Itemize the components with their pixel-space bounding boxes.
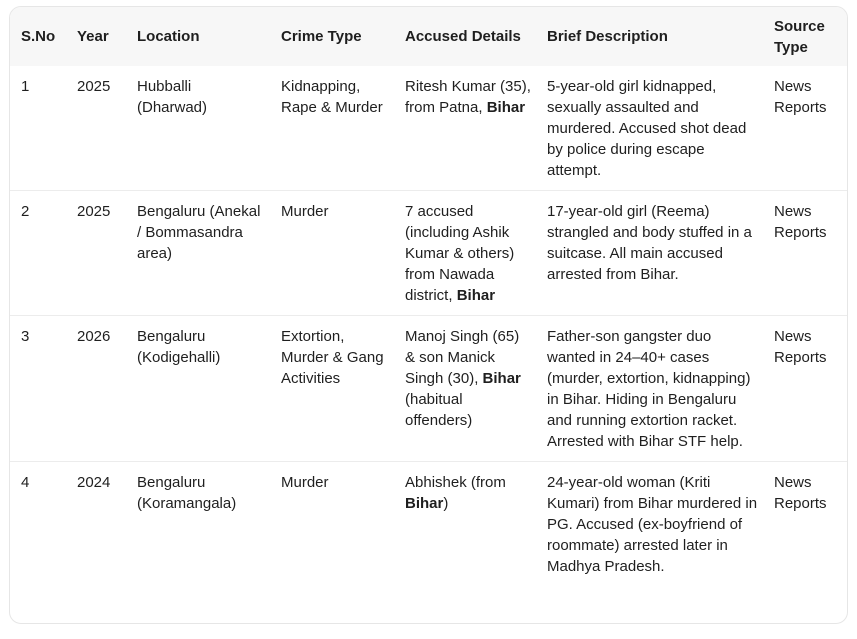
cell-crime-type: Kidnapping, Rape & Murder [271,66,395,191]
crime-table [10,7,847,586]
table-row [10,462,847,587]
header-source-type: Source Type [774,17,825,56]
cell-brief-description: 5-year-old girl kidnapped, sexually assaulted and murdered. Accused shot dead by police during escape attempt. [537,66,764,191]
header-row [10,7,847,66]
table-header [10,7,847,66]
cell-source-type: News Reports [774,474,827,512]
cell-sno: 1 [10,66,67,191]
cell-crime-type: Murder [281,474,329,491]
cell-source-type: News Reports [764,191,847,316]
cell-year: 2025 [67,191,127,316]
cell-brief-description: 17-year-old girl (Reema) strangled and body stuffed in a suitcase. All main accused arrested from Bihar. [537,191,764,316]
cell-sno: 4 [21,474,30,491]
cell-year: 2025 [67,66,127,191]
cell-location: Bengaluru (Koramangala) [137,474,237,512]
cell-location: Bengaluru (Anekal / Bommasandra area) [127,191,271,316]
cell-source-type: News Reports [764,66,847,191]
header-location: Location [137,28,200,45]
cell-year: 2026 [67,316,127,462]
cell-sno: 2 [10,191,67,316]
accused-state: Bihar [456,287,496,304]
accused-text-suffix: (habitual offenders) [405,391,473,429]
accused-state: Bihar [482,370,521,387]
header-crime-type: Crime Type [281,28,362,45]
cell-brief-description: 24-year-old woman (Kriti Kumari) from Bihar murdered in PG. Accused (ex-boyfriend of roommate) arrested later in Madhya Pradesh. [547,474,758,575]
accused-state: Bihar [405,495,444,512]
cell-accused-details [395,66,537,191]
cell-location: Hubballi (Dharwad) [127,66,271,191]
cell-source-type: News Reports [764,316,847,462]
header-accused-details: Accused Details [405,28,521,45]
table-row [10,316,847,462]
accused-text: 7 accused (including Ashik Kumar & others) from Nawada district, [405,203,515,304]
accused-text: Abhishek (from [405,474,506,491]
cell-accused-details [395,462,537,587]
accused-text: Ritesh Kumar (35), from Patna, [405,78,531,116]
accused-text: Manoj Singh (65) & son Manick Singh (30), [405,328,520,387]
accused-text-suffix: ) [443,495,449,512]
cell-accused-details [395,316,537,462]
cell-brief-description: Father-son gangster duo wanted in 24–40+ cases (murder, extortion, kidnapping) in Bihar. Hiding in Bengaluru and running extortion racket. Arrested with Bihar STF help. [537,316,764,462]
cell-crime-type: Murder [271,191,395,316]
accused-state: Bihar [486,99,526,116]
cell-accused-details [395,191,537,316]
header-brief-description: Brief Description [547,28,668,45]
header-sno: S.No [21,28,56,45]
table-row [10,66,847,191]
header-year: Year [77,28,109,45]
cell-location: Bengaluru (Kodigehalli) [127,316,271,462]
cell-sno: 3 [10,316,67,462]
cell-crime-type: Extortion, Murder & Gang Activities [271,316,395,462]
table-body [10,66,847,586]
crime-table-container [9,6,848,624]
cell-year: 2024 [77,474,111,491]
table-row [10,191,847,316]
